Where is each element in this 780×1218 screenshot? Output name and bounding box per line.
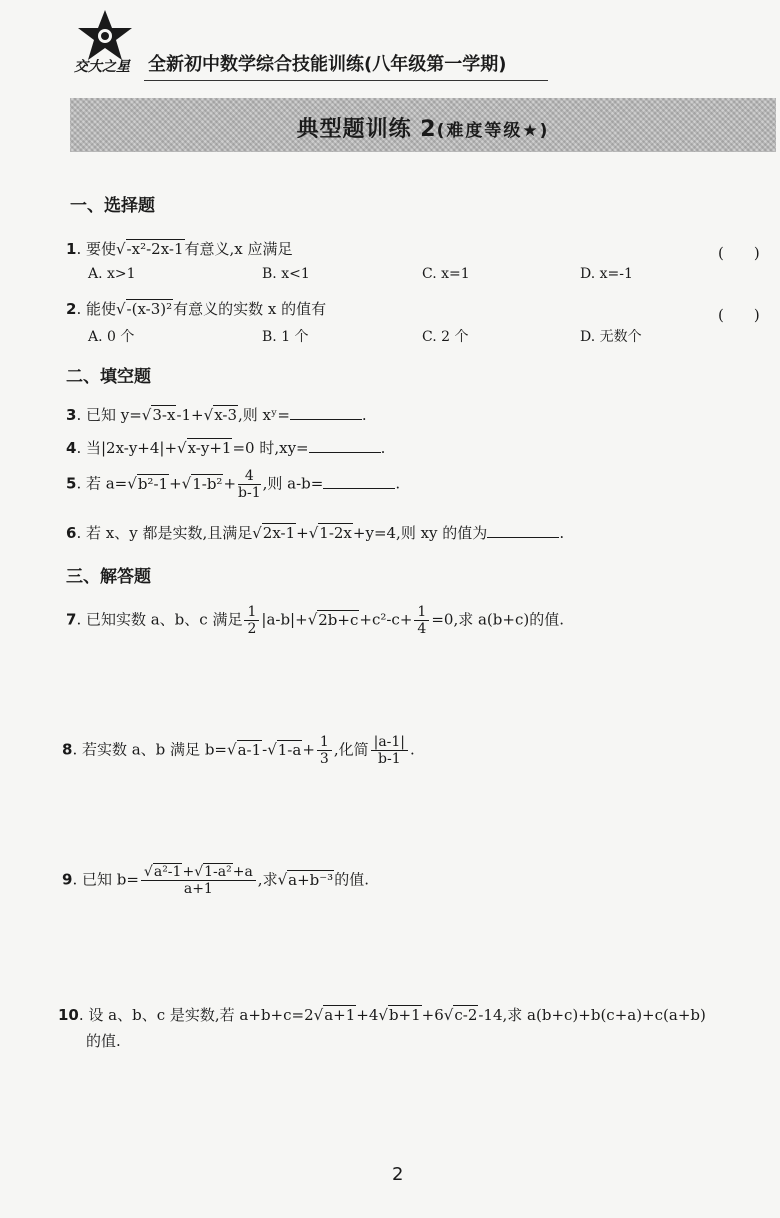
question-10: 10. 设 a、b、c 是实数,若 a+b+c=2√a+1+4√b+1+6√c-2-14,求 a(b+c)+b(c+a)+c(a+b) (58, 1006, 706, 1024)
question-7: 7. 已知实数 a、b、c 满足 $\frac{1}{2}$ |a-b|+√2b+c+c²-c+ $\frac{1}{4}$ =0,求 a(b+c)的值. (66, 604, 564, 637)
answer-paren: ( ) (718, 244, 760, 262)
option-d: D. 无数个 (580, 329, 642, 345)
question-1: 1. 要使√-x²-2x-1有意义,x 应满足 (66, 240, 293, 258)
question-number: 3 (66, 406, 77, 424)
answer-paren: ( ) (718, 306, 760, 324)
question-9: 9. 已知 b= $\frac{\text{√a²-1+√1-a²+a}}{a+1}$ ,求√a+b⁻³的值. (62, 864, 369, 897)
section-choice-heading: 一、选择题 (70, 196, 155, 216)
fraction: $\frac{\text{√a²-1+√1-a²+a}}{a+1}$ (141, 864, 256, 897)
banner-title (70, 112, 776, 143)
answer-blank (323, 475, 395, 489)
fraction: $\frac{1}{2}$ (244, 604, 259, 637)
page-number: 2 (392, 1164, 404, 1185)
option-c: C. 2 个 (422, 329, 469, 345)
option-b: B. x<1 (262, 266, 310, 282)
fraction: $\frac{1}{3}$ (317, 734, 332, 767)
question-number: 7 (66, 610, 77, 629)
header-divider (144, 80, 548, 81)
question-number: 4 (66, 439, 77, 457)
question-10-continuation: 的值. (86, 1032, 121, 1050)
question-number: 10 (58, 1006, 79, 1024)
section-fill-heading: 二、填空题 (66, 367, 151, 387)
answer-blank (309, 439, 381, 453)
question-2: 2. 能使√-(x-3)²有意义的实数 x 的值有 (66, 300, 327, 318)
fraction: $\frac{|a-1|}{b-1}$ (371, 734, 408, 767)
title-banner (70, 98, 776, 152)
question-3: 3. 已知 y=√3-x-1+√x-3,则 xʸ= . (66, 406, 367, 424)
question-number: 5 (66, 474, 77, 493)
option-a: A. x>1 (88, 266, 136, 282)
answer-blank (290, 406, 362, 420)
difficulty-label: (难度等级★) (436, 121, 550, 141)
question-number: 9 (62, 870, 73, 889)
section-solve-heading: 三、解答题 (66, 567, 151, 587)
question-4: 4. 当|2x-y+4|+√x-y+1=0 时,xy= . (66, 439, 386, 457)
question-number: 6 (66, 524, 77, 542)
question-5: 5. 若 a=√b²-1+√1-b²+ $\frac{4}{b-1}$ ,则 a-b= . (66, 468, 401, 501)
banner-title-text: 典型题训练 2 (296, 117, 437, 142)
question-number: 1 (66, 240, 77, 258)
book-title: 全新初中数学综合技能训练(八年级第一学期) (148, 54, 507, 75)
option-a: A. 0 个 (88, 329, 135, 345)
question-6: 6. 若 x、y 都是实数,且满足√2x-1+√1-2x+y=4,则 xy 的值为 . (66, 524, 565, 542)
fraction: $\frac{1}{4}$ (414, 604, 429, 637)
option-b: B. 1 个 (262, 329, 309, 345)
question-8: 8. 若实数 a、b 满足 b=√a-1-√1-a+ $\frac{1}{3}$ ,化简 $\frac{|a-1|}{b-1}$ . (62, 734, 415, 767)
brand-logo-text: 交大之星 (74, 59, 130, 75)
question-number: 8 (62, 740, 73, 759)
option-d: D. x=-1 (580, 266, 633, 282)
fraction: $\frac{4}{b-1}$ (238, 468, 261, 501)
option-c: C. x=1 (422, 266, 470, 282)
answer-blank (487, 524, 559, 538)
question-number: 2 (66, 300, 77, 318)
